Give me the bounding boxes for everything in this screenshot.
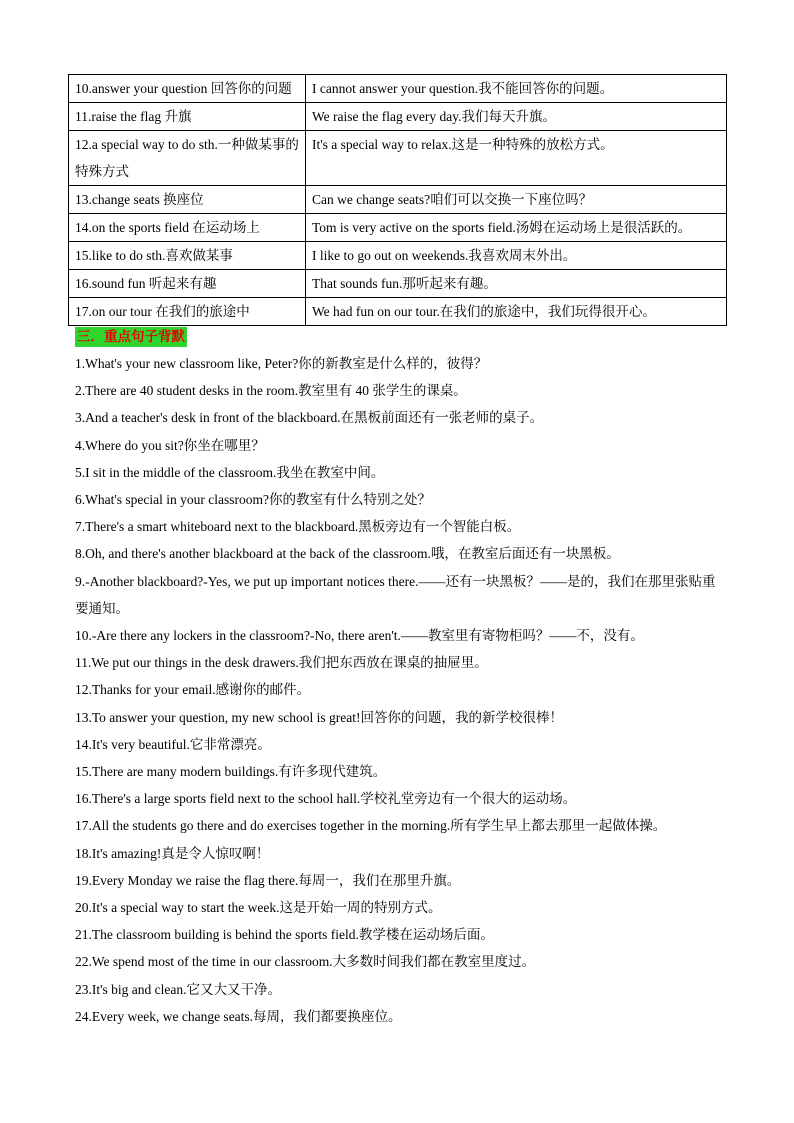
- sentence-item: 13.To answer your question, my new school is great!回答你的问题，我的新学校很棒！: [75, 709, 563, 725]
- sentence-item: 1.What's your new classroom like, Peter?你的新教室是什么样的，彼得？: [75, 356, 488, 371]
- example-cell: That sounds fun.那听起来有趣。: [306, 270, 727, 298]
- section-heading: 三．重点句子背默: [77, 329, 185, 345]
- sentence-item: 20.It's a special way to start the week.这是开始一周的特别方式。: [75, 900, 442, 916]
- table-row: [69, 131, 727, 186]
- example-cell: Can we change seats?咱们可以交换一下座位吗？: [306, 186, 727, 214]
- sentence-item: 23.It's big and clean.它又大又干净。: [75, 981, 282, 997]
- sentence-item: 2.There are 40 student desks in the room.教室里有 40 张学生的课桌。: [75, 383, 467, 399]
- sentence-item: 7.There's a smart whiteboard next to the blackboard.黑板旁边有一个智能白板。: [75, 519, 521, 535]
- table-row: [69, 298, 727, 326]
- table-row: [69, 270, 727, 298]
- sentence-item: 4.Where do you sit?你坐在哪里？: [75, 437, 265, 453]
- example-cell: I like to go out on weekends.我喜欢周末外出。: [306, 242, 727, 270]
- sentence-item: 6.What's special in your classroom?你的教室有什么特别之处？: [75, 492, 432, 508]
- sentence-item: 12.Thanks for your email.感谢你的邮件。: [75, 682, 311, 698]
- example-cell: It's a special way to relax.这是一种特殊的放松方式。: [306, 131, 727, 186]
- phrase-cell: 17.on our tour 在我们的旅途中: [69, 298, 306, 326]
- phrase-cell: 11.raise the flag 升旗: [69, 103, 306, 131]
- sentence-item: 10.-Are there any lockers in the classroom?-No, there aren't.——教室里有寄物柜吗？——不，没有。: [75, 628, 644, 644]
- sentence-item: 18.It's amazing!真是令人惊叹啊！: [75, 845, 270, 861]
- sentence-item: 22.We spend most of the time in our classroom.大多数时间我们都在教室里度过。: [75, 954, 536, 970]
- table-row: [69, 214, 727, 242]
- phrase-cell: 16.sound fun 听起来有趣: [69, 270, 306, 298]
- example-cell: We had fun on our tour.在我们的旅途中，我们玩得很开心。: [306, 298, 727, 326]
- example-cell: I cannot answer your question.我不能回答你的问题。: [306, 75, 727, 103]
- sentence-item: 8.Oh, and there's another blackboard at the back of the classroom.哦，在教室后面还有一块黑板。: [75, 546, 620, 562]
- phrase-cell: 13.change seats 换座位: [69, 186, 306, 214]
- sentence-item: 3.And a teacher's desk in front of the blackboard.在黑板前面还有一张老师的桌子。: [75, 410, 544, 426]
- phrase-cell: 14.on the sports field 在运动场上: [69, 214, 306, 242]
- table-row: [69, 75, 727, 103]
- phrase-table: [68, 74, 727, 326]
- example-cell: Tom is very active on the sports field.汤姆在运动场上是很活跃的。: [306, 214, 727, 242]
- sentence-item: 14.It's very beautiful.它非常漂亮。: [75, 736, 271, 752]
- sentence-item: 17.All the students go there and do exercises together in the morning.所有学生早上都去那里一起做体操。: [75, 818, 667, 834]
- sentence-item: 11.We put our things in the desk drawers.我们把东西放在课桌的抽屉里。: [75, 655, 488, 671]
- phrase-cell: 10.answer your question 回答你的问题: [69, 75, 306, 103]
- sentence-item: 16.There's a large sports field next to the school hall.学校礼堂旁边有一个很大的运动场。: [75, 791, 577, 807]
- sentence-item: 19.Every Monday we raise the flag there.每周一，我们在那里升旗。: [75, 872, 461, 888]
- sentence-item: 21.The classroom building is behind the sports field.教学楼在运动场后面。: [75, 927, 494, 943]
- example-cell: We raise the flag every day.我们每天升旗。: [306, 103, 727, 131]
- sentence-item: 9.-Another blackboard?-Yes, we put up important notices there.——还有一块黑板？——是的，我们在那里张贴重要通知。: [75, 573, 716, 616]
- sentence-item: 5.I sit in the middle of the classroom.我坐在教室中间。: [75, 464, 385, 480]
- phrase-cell: 15.like to do sth.喜欢做某事: [69, 242, 306, 270]
- table-row: [69, 186, 727, 214]
- table-row: [69, 103, 727, 131]
- phrase-cell: 12.a special way to do sth.一种做某事的特殊方式: [69, 131, 306, 186]
- table-row: [69, 242, 727, 270]
- sentence-item: 24.Every week, we change seats.每周，我们都要换座位。: [75, 1008, 402, 1024]
- sentence-item: 15.There are many modern buildings.有许多现代建筑。: [75, 764, 387, 780]
- sentence-list: [75, 350, 725, 1030]
